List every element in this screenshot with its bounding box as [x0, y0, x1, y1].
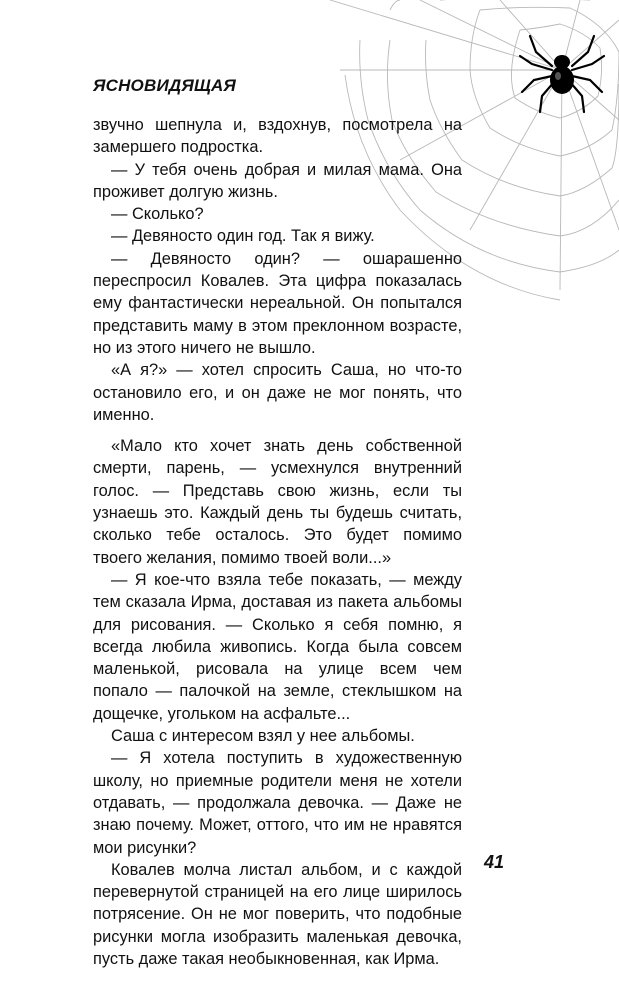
paragraph: «А я?» — хотел спросить Саша, но что-то остановило его, и он даже не мог понять, что именно.	[93, 361, 462, 424]
paragraph: — Сколько?	[111, 205, 204, 224]
paragraph: Саша с интересом взял у нее альбомы.	[111, 727, 415, 746]
paragraph: — Девяносто один? — ошарашенно переспросил Ковалев. Эта цифра показалась ему фантастически нереальной. Он попытался представить маму в этом преклонном возрасте, но из этого ничего не вышло.	[93, 249, 462, 357]
page-body	[93, 114, 462, 970]
paragraph: звучно шепнула и, вздохнув, посмотрела на замершего подростка.	[93, 116, 462, 157]
paragraph: Ковалев молча листал альбом, и с каждой перевернутой страницей на его лице ширилось потрясение. Он не мог поверить, что подобные рисунки могла изобразить маленькая девочка, пусть даже такая необыкновенная, как Ирма.	[93, 860, 462, 968]
paragraph: — Я кое-что взяла тебе показать, — между тем сказала Ирма, доставая из пакета альбомы для рисования. — Сколько я себя помню, я всегда любила живопись. Когда была совсем маленькой, рисовала на улице всем чем попало — палочкой на земле, стеклышком на дощечке, угольком на асфальте...	[93, 570, 462, 723]
paragraph: — Я хотела поступить в художественную школу, но приемные родители меня не хотели отдавать, — продолжала девочка. — Даже не знаю почему. Может, оттого, что им не нравятся мои рисунки?	[93, 749, 462, 857]
paragraph: «Мало кто хочет знать день собственной смерти, парень, — усмехнулся внутренний голос. — Представь свою жизнь, если ты узнаешь это. Каждый день ты будешь считать, сколько тебе осталось. Это будет помимо твоего желания, помимо твоей воли...»	[93, 437, 462, 567]
running-head: ЯСНОВИДЯЩАЯ	[93, 76, 237, 95]
spider-icon	[520, 36, 604, 112]
paragraph: — Девяносто один год. Так я вижу.	[111, 227, 375, 246]
page-number: 41	[484, 852, 505, 872]
paragraph: — У тебя очень добрая и милая мама. Она проживет долгую жизнь.	[93, 160, 462, 201]
